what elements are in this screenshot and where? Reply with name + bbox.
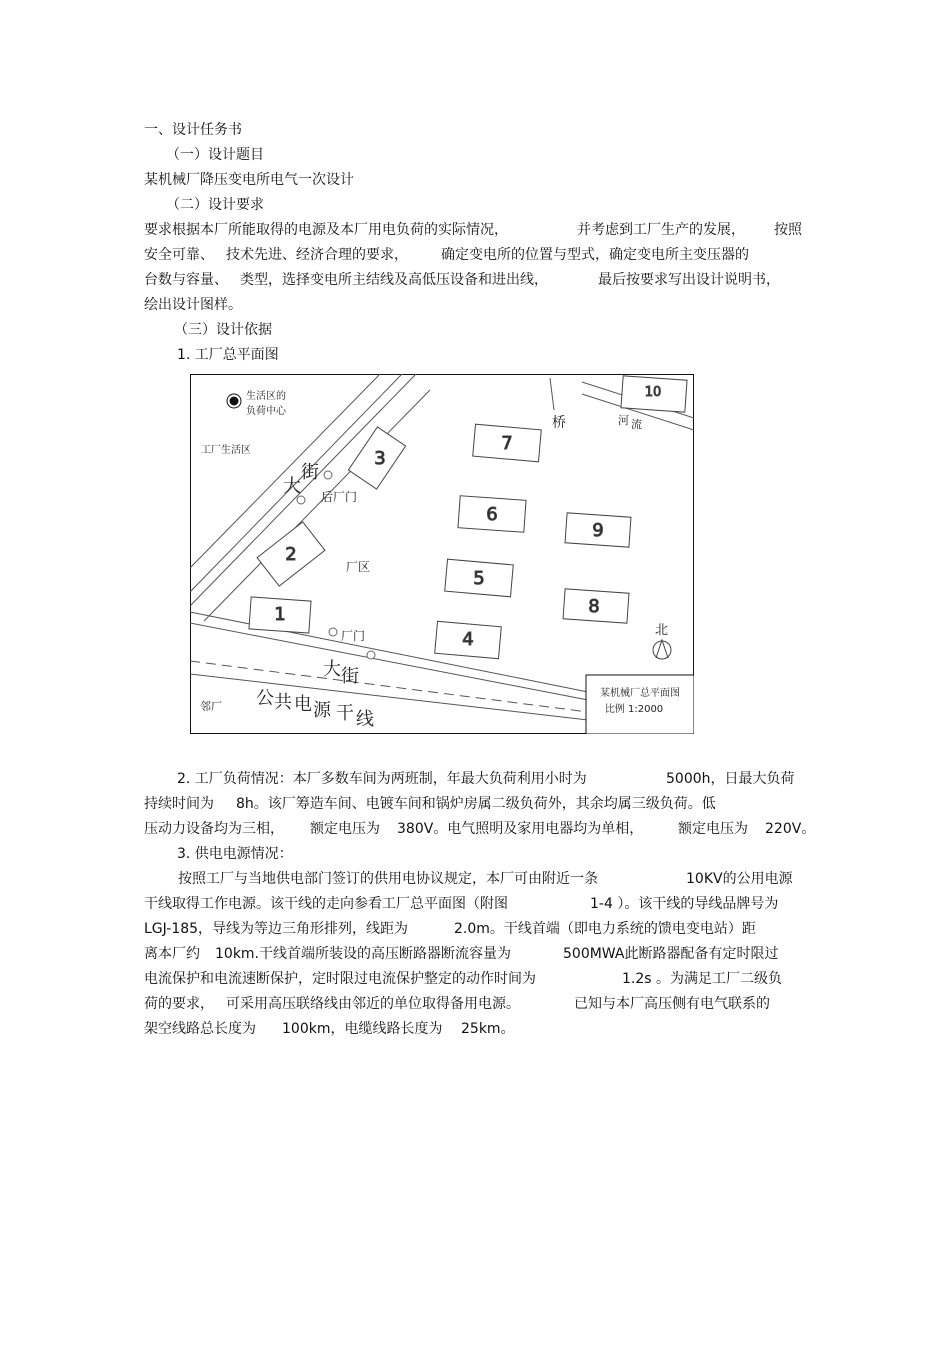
svg-text:7: 7 bbox=[501, 433, 513, 454]
neighbor-factory-label: 邻厂 bbox=[200, 700, 222, 713]
living-load-center-marker bbox=[227, 394, 241, 408]
street-label-da: 大 bbox=[283, 476, 301, 497]
svg-text:源: 源 bbox=[313, 700, 331, 721]
svg-text:4: 4 bbox=[462, 629, 474, 650]
river-label-liu: 流 bbox=[631, 418, 642, 431]
svg-text:1: 1 bbox=[274, 604, 286, 625]
building-7 bbox=[473, 424, 542, 462]
subsection-title-requirements: （二）设计要求 bbox=[166, 197, 264, 213]
living-area-label: 工厂生活区 bbox=[201, 445, 251, 456]
back-gate-label: 后厂门 bbox=[321, 490, 358, 504]
svg-text:电: 电 bbox=[294, 694, 312, 715]
building-4 bbox=[435, 621, 502, 658]
building-1 bbox=[249, 597, 311, 633]
item-title-site-plan: 1. 工厂总平面图 bbox=[177, 347, 279, 363]
north-label: 北 bbox=[655, 623, 669, 638]
svg-text:6: 6 bbox=[486, 504, 498, 525]
main-gate-post bbox=[329, 628, 337, 636]
svg-text:10: 10 bbox=[644, 385, 662, 400]
design-topic: 某机械厂降压变电所电气一次设计 bbox=[144, 172, 354, 188]
living-load-center-label-2: 负荷中心 bbox=[246, 406, 286, 417]
street-label-jie: 街 bbox=[301, 462, 319, 483]
factory-area-label: 厂区 bbox=[346, 560, 371, 574]
svg-text:共: 共 bbox=[274, 692, 292, 713]
main-gate-post bbox=[367, 651, 375, 659]
bottom-street-label-da: 大 bbox=[323, 659, 341, 680]
building-9 bbox=[565, 513, 631, 547]
svg-text:线: 线 bbox=[356, 709, 374, 730]
section-heading: 一、设计任务书 bbox=[144, 122, 242, 138]
item-title-power-supply: 3. 供电电源情况： bbox=[177, 846, 293, 862]
subsection-title-basis: （三）设计依据 bbox=[174, 322, 272, 338]
svg-text:9: 9 bbox=[592, 520, 604, 541]
svg-text:3: 3 bbox=[374, 448, 386, 469]
subsection-title-topic: （一）设计题目 bbox=[166, 147, 264, 163]
living-load-center-label-1: 生活区的 bbox=[246, 391, 286, 402]
river-label-he: 河 bbox=[618, 414, 629, 427]
svg-text:公: 公 bbox=[256, 688, 274, 709]
plan-caption-title: 某机械厂总平面图 bbox=[600, 688, 680, 699]
building-6 bbox=[458, 496, 526, 533]
svg-text:5: 5 bbox=[473, 568, 485, 589]
back-gate-post bbox=[297, 496, 305, 504]
building-5 bbox=[445, 559, 514, 597]
svg-text:2: 2 bbox=[285, 544, 297, 565]
factory-site-plan bbox=[190, 374, 694, 734]
building-10 bbox=[621, 376, 687, 412]
plan-scale: 比例 1:2000 bbox=[604, 704, 664, 715]
bottom-street-label-jie: 街 bbox=[341, 666, 359, 687]
back-gate-post bbox=[324, 471, 332, 479]
main-gate-label: 厂门 bbox=[341, 629, 366, 643]
svg-text:干: 干 bbox=[336, 703, 354, 724]
bridge-label: 桥 bbox=[552, 415, 566, 431]
building-8 bbox=[563, 589, 629, 623]
svg-text:8: 8 bbox=[588, 596, 600, 617]
